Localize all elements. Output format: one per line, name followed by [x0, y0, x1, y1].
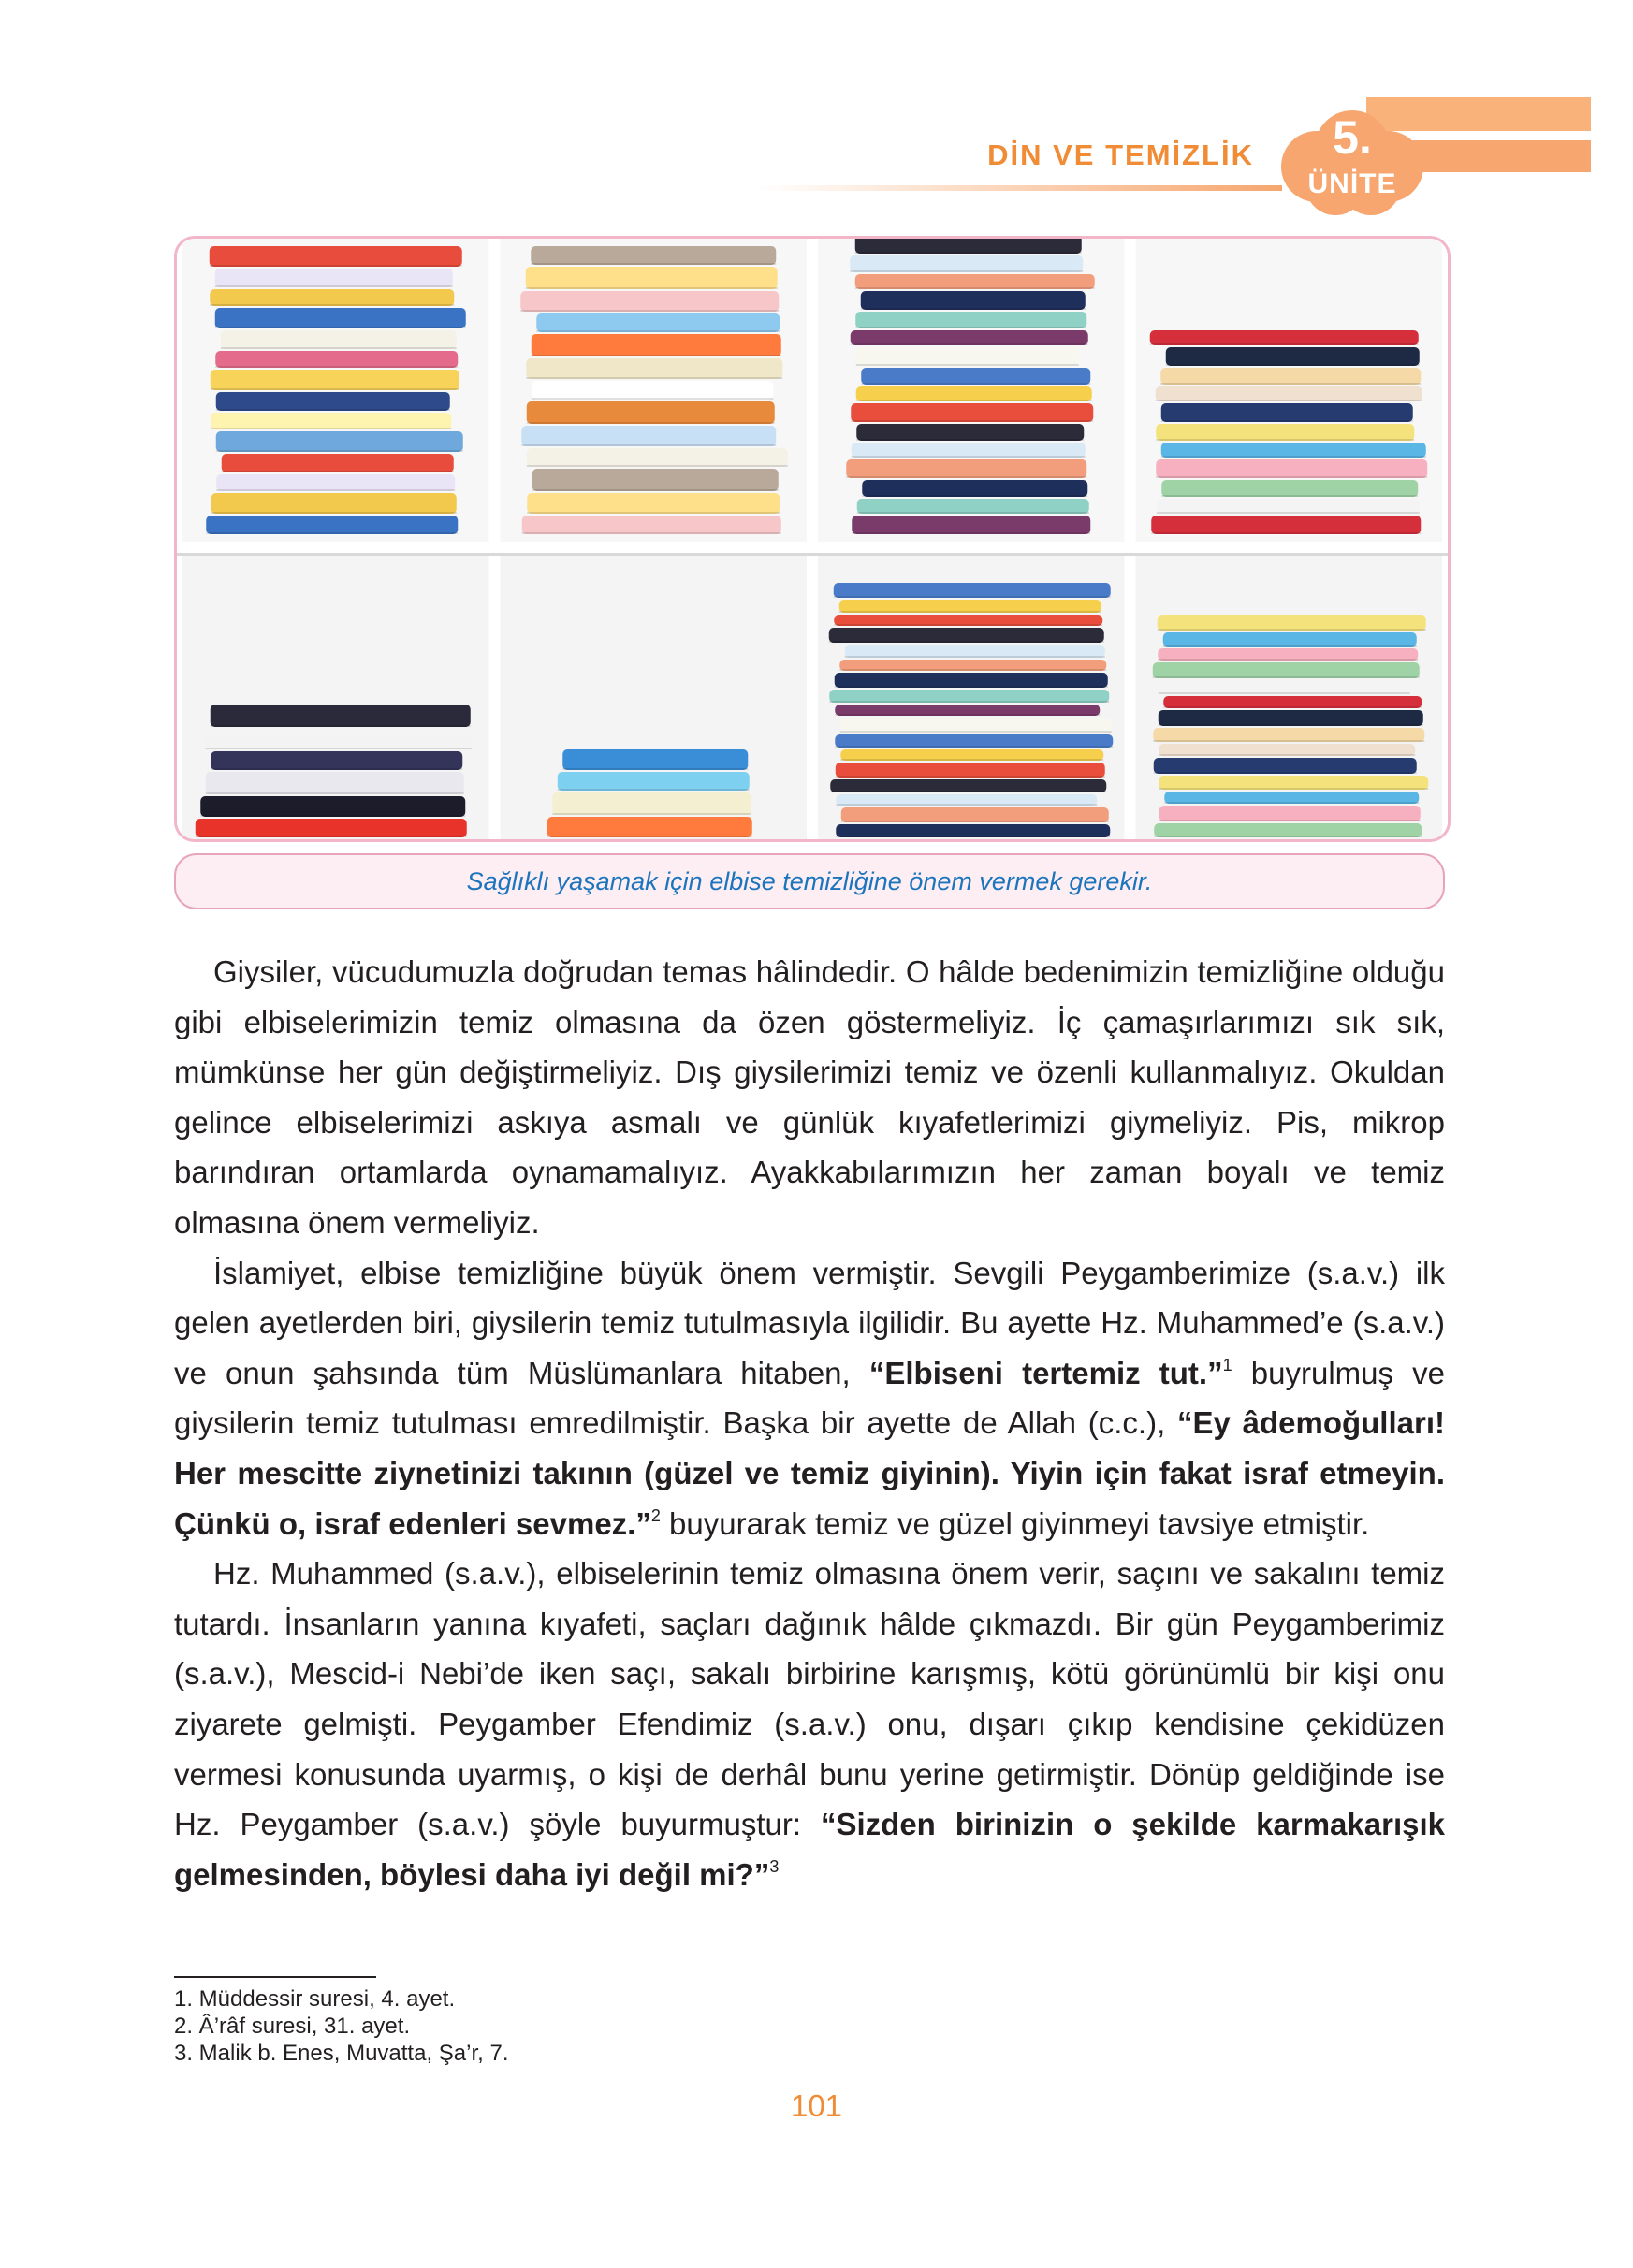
photo-shape — [1163, 706, 1422, 708]
photo-shape — [527, 465, 788, 467]
photo-shape — [855, 287, 1095, 289]
photo-shape — [520, 291, 779, 312]
photo-shape — [1156, 386, 1422, 401]
photo-shape — [536, 330, 780, 332]
photo-shape — [857, 512, 1089, 514]
paragraph-1 — [174, 947, 1445, 1248]
photo-shape — [216, 489, 455, 491]
photo-shape — [558, 789, 750, 791]
header-rule — [758, 185, 1282, 191]
photo-shape — [177, 542, 1448, 553]
photo-shape — [855, 274, 1095, 289]
photo-shape — [835, 673, 1108, 688]
footnotes — [174, 1985, 509, 2067]
photo-shape — [830, 791, 1106, 792]
paragraph-2-text-b: buyrulmuş ve giysilerin temiz tutulması emredilmiştir. Başka bir ayette de Allah (c.c.), — [174, 1355, 1446, 1441]
photo-shape — [527, 422, 775, 424]
photo-shape — [845, 656, 1105, 658]
photo-shape — [1150, 330, 1419, 345]
photo-shape — [216, 409, 450, 411]
photo-shape — [215, 366, 458, 368]
photo-shape — [836, 776, 1105, 778]
photo-shape — [856, 424, 1084, 441]
photo-shape — [1164, 802, 1419, 804]
photo-shape — [1158, 659, 1418, 661]
photo-shape — [532, 489, 779, 491]
photo-shape — [1154, 836, 1422, 837]
photo-shape — [526, 358, 782, 379]
photo-shape — [839, 600, 1101, 613]
photo-shape — [840, 759, 1103, 761]
photo-shape — [1154, 823, 1422, 837]
photo-shape — [547, 836, 752, 837]
photo-shape — [532, 381, 773, 400]
unit-badge — [1277, 107, 1427, 217]
photo-shape — [850, 255, 1083, 272]
verse-quote-1: “Elbiseni tertemiz tut.” — [868, 1355, 1223, 1390]
photo-shape — [521, 426, 776, 446]
photo-shape — [1161, 403, 1413, 422]
photo-shape — [1156, 424, 1414, 441]
verse-quote-2: “Ey âdemoğulları! Her mescitte ziynetinizi takının (güzel ve temiz giyinin). Yiyin için fakat israf etmeyin. Çünkü o, israf edenleri sevmez.” — [174, 1405, 1445, 1541]
photo-shape — [1166, 364, 1420, 366]
photo-shape — [841, 807, 1109, 822]
photo-shape — [862, 495, 1087, 497]
photo-shape — [215, 308, 466, 328]
photo-shape — [1153, 740, 1424, 742]
hadith-quote: “Sizden birinizin o şekilde karmakarışık gelmesinden, böylesi daha iyi değil mi?” — [174, 1807, 1445, 1892]
photo-shape — [834, 624, 1102, 626]
unit-title: DİN VE TEMİZLİK — [987, 138, 1254, 171]
body-text — [174, 947, 1445, 1899]
photo-shape — [206, 516, 458, 534]
photo-shape — [1159, 788, 1428, 790]
photo-shape — [1158, 615, 1426, 631]
photo-shape — [210, 246, 462, 267]
footnote-3: 3. Malik b. Enes, Muvatta, Şa’r, 7. — [174, 2041, 509, 2066]
photo-shape — [1154, 758, 1417, 774]
photo-shape — [215, 285, 453, 287]
photo-shape — [1157, 512, 1420, 514]
photo-shape — [558, 772, 750, 791]
photo-shape — [527, 401, 775, 424]
photo-shape — [211, 751, 462, 770]
photo-shape — [852, 456, 1086, 458]
photo-shape — [856, 439, 1084, 441]
photo-shape — [1159, 692, 1410, 694]
photo-shape — [835, 714, 1100, 716]
photo-shape — [200, 796, 465, 817]
photo-shape — [1161, 495, 1418, 497]
photo-shape — [200, 815, 465, 817]
photo-shape — [855, 327, 1086, 328]
unit-word: ÜNİTE — [1307, 168, 1397, 199]
photo-shape — [856, 386, 1092, 401]
photo-shape — [1161, 480, 1418, 497]
photo-shape — [552, 792, 751, 815]
photo-shape — [532, 334, 781, 356]
photo-shape — [210, 265, 462, 267]
photo-shape — [1159, 776, 1428, 790]
photo-shape — [845, 645, 1105, 658]
photo-shape — [836, 824, 1110, 837]
photo-shape — [562, 749, 748, 770]
photo-shape — [221, 330, 457, 349]
photo-shape — [829, 690, 1109, 703]
photo-shape — [1157, 499, 1420, 514]
photo-shape — [851, 330, 1088, 345]
photo-shape — [216, 474, 455, 491]
photo-shape — [526, 377, 782, 379]
photo-shape — [547, 817, 752, 837]
photo-shape — [521, 444, 776, 446]
photo-shape — [206, 772, 464, 794]
photo-shape — [196, 836, 467, 837]
footnote-ref-1: 1 — [1222, 1355, 1232, 1374]
footnote-ref-2: 2 — [650, 1505, 661, 1525]
paragraph-2-text-c: buyurarak temiz ve güzel giyinmeyi tavsiye etmiştir. — [660, 1505, 1370, 1541]
photo-shape — [856, 400, 1092, 401]
photo-shape — [211, 388, 459, 390]
footnote-2: 2. Â’râf suresi, 31. ayet. — [174, 2014, 411, 2039]
photo-shape — [536, 313, 780, 332]
photo-shape — [206, 792, 464, 794]
photo-shape — [861, 383, 1090, 385]
photo-shape — [1159, 724, 1423, 726]
photo-shape — [1125, 239, 1136, 839]
photo-shape — [839, 611, 1101, 613]
photo-shape — [829, 701, 1109, 703]
photo-shape — [531, 263, 776, 265]
photo-shape — [857, 499, 1089, 514]
photo-shape — [1156, 400, 1422, 401]
photo-shape — [840, 731, 1112, 733]
photo-shape — [206, 532, 458, 534]
photo-shape — [1163, 632, 1417, 647]
photo-shape — [830, 779, 1106, 792]
photo-shape — [196, 819, 467, 837]
photo-shape — [215, 269, 453, 287]
photo-shape — [221, 347, 457, 349]
figure-caption — [174, 853, 1445, 909]
photo-shape — [1153, 676, 1420, 678]
photo-shape — [222, 454, 454, 472]
photo-shape — [807, 239, 818, 839]
caption-text: Sağlıklı yaşamak için elbise temizliğine önem vermek gerekir. — [466, 866, 1153, 895]
photo-shape — [216, 450, 463, 452]
photo-shape — [1166, 347, 1420, 366]
photo-shape — [211, 768, 462, 770]
photo-shape — [1159, 820, 1421, 821]
photo-shape — [1161, 456, 1426, 458]
clothes-shelf-photo — [174, 236, 1451, 842]
folded-clothes-icon — [177, 239, 1448, 839]
photo-shape — [520, 310, 779, 312]
photo-shape — [489, 239, 501, 839]
photo-shape — [850, 270, 1083, 272]
photo-shape — [215, 351, 458, 368]
photo-shape — [856, 347, 1079, 366]
photo-shape — [531, 246, 776, 265]
photo-shape — [846, 459, 1086, 478]
photo-shape — [177, 239, 182, 839]
photo-shape — [1158, 629, 1426, 631]
photo-shape — [836, 804, 1097, 806]
photo-shape — [834, 596, 1111, 598]
photo-shape — [839, 669, 1106, 671]
photo-shape — [211, 493, 457, 514]
unit-number: 5. — [1333, 111, 1372, 164]
photo-shape — [205, 748, 472, 749]
photo-shape — [835, 686, 1108, 688]
photo-shape — [861, 368, 1090, 385]
photo-shape — [852, 532, 1090, 534]
photo-shape — [835, 734, 1113, 748]
photo-shape — [829, 628, 1104, 643]
photo-shape — [852, 516, 1090, 534]
photo-shape — [1159, 710, 1423, 726]
photo-shape — [215, 327, 466, 328]
photo-shape — [526, 287, 778, 289]
paragraph-3-text: Hz. Muhammed (s.a.v.), elbiselerinin temiz olmasına önem verir, saçını ve sakalını temiz tutardı. İnsanların yanına kıyafeti, saçları dağınık hâlde çıkmazdı. Bir gün Peygamberimiz (s.a.v.), Mescid-i Nebi’de iken saçı, sakalı birbirine karışmış, kötü görünümlü bir kişi onu ziyarete gelmişti. Peygamber Efendimiz (s.a.v.) onu, dışarı çıkıp kendisine çekidüzen vermesi konusunda uyarmış, o kişi de derhâl bunu yerine getirmiştir. Dönüp geldiğinde ise Hz. Peygamber (s.a.v.) şöyle buyurmuştur: — [174, 1556, 1445, 1842]
photo-shape — [1153, 728, 1424, 742]
footnote-ref-3: 3 — [769, 1856, 780, 1876]
photo-shape — [527, 512, 780, 514]
photo-shape — [1160, 368, 1421, 385]
photo-shape — [861, 291, 1086, 310]
footnote-1: 1. Müddessir suresi, 4. ayet. — [174, 1986, 456, 2012]
photo-shape — [211, 370, 459, 390]
photo-shape — [177, 553, 1448, 556]
photo-shape — [862, 480, 1087, 497]
photo-shape — [836, 836, 1110, 837]
photo-shape — [1153, 662, 1420, 678]
photo-shape — [1150, 343, 1419, 345]
photo-shape — [527, 448, 788, 467]
page-number: 101 — [790, 2088, 843, 2123]
photo-shape — [835, 746, 1113, 748]
paragraph-3 — [174, 1548, 1445, 1899]
footnote-rule — [174, 1976, 376, 1978]
photo-shape — [1156, 459, 1427, 478]
photo-shape — [216, 392, 450, 411]
photo-shape — [840, 718, 1112, 733]
photo-shape — [834, 583, 1111, 598]
photo-shape — [552, 813, 751, 815]
paragraph-2-text: İslamiyet, elbise temizliğine büyük önem vermiştir. Sevgili Peygamberimize (s.a.v.) ilk gelen ayetlerden biri, giysilerin temiz tutulmasıyla ilgilidir. Bu ayette Hz. Muhammed’e (s.a.v.) ve onun şahsında tüm Müslümanlara hitaben, — [174, 1255, 1445, 1390]
photo-shape — [205, 729, 472, 749]
photo-shape — [522, 516, 781, 534]
photo-shape — [856, 364, 1079, 366]
photo-shape — [841, 821, 1109, 822]
photo-shape — [1160, 383, 1421, 385]
photo-shape — [562, 768, 748, 770]
photo-shape — [211, 428, 451, 429]
photo-shape — [855, 312, 1086, 328]
paragraph-1-text: Giysiler, vücudumuzla doğrudan temas hâlindedir. O hâlde bedenimizin temizliğine olduğu gibi elbiselerimizin temiz olmasına da özen göstermeliyiz. İç çamaşırlarımızı sık sık, mümkünse her gün değiştirmeliyiz. Dış giysilerimizi temiz ve özenli kullanmalıyız. Okuldan gelince elbiselerimizi askıya asmalı ve günlük kıyafetlerimizi giymeliyiz. Pis, mikrop barındıran ortamlarda oynamamalıyız. Ayakkabılarımızın her zaman boyalı ve temiz olmasına önem vermeliyiz. — [174, 954, 1445, 1240]
photo-shape — [210, 289, 454, 306]
photo-shape — [210, 304, 454, 306]
photo-shape — [855, 239, 1082, 254]
photo-shape — [1156, 476, 1427, 478]
photo-shape — [829, 641, 1104, 643]
paragraph-2 — [174, 1248, 1445, 1549]
photo-shape — [532, 469, 779, 491]
photo-shape — [846, 476, 1086, 478]
photo-shape — [1151, 532, 1421, 534]
photo-shape — [1154, 772, 1417, 774]
photo-shape — [1151, 516, 1421, 534]
photo-shape — [211, 512, 457, 514]
photo-shape — [211, 413, 451, 429]
photo-shape — [855, 252, 1082, 254]
photo-shape — [852, 443, 1086, 458]
photo-shape — [1159, 680, 1410, 694]
photo-shape — [532, 398, 773, 400]
photo-shape — [1159, 754, 1415, 756]
photo-shape — [522, 532, 781, 534]
photo-shape — [1163, 645, 1417, 647]
photo-shape — [836, 763, 1105, 778]
photo-shape — [222, 471, 454, 472]
photo-shape — [1159, 806, 1421, 821]
photo-shape — [1156, 439, 1414, 441]
photo-shape — [1161, 443, 1426, 458]
photo-shape — [1161, 420, 1413, 422]
photo-shape — [526, 267, 778, 289]
photo-shape — [527, 493, 780, 514]
photo-shape — [532, 355, 781, 356]
photo-shape — [211, 705, 471, 727]
photo-shape — [1442, 239, 1448, 839]
photo-shape — [851, 403, 1093, 422]
photo-shape — [861, 308, 1086, 310]
photo-shape — [851, 420, 1093, 422]
photo-shape — [216, 431, 463, 452]
photo-shape — [211, 725, 471, 727]
photo-shape — [851, 343, 1088, 345]
